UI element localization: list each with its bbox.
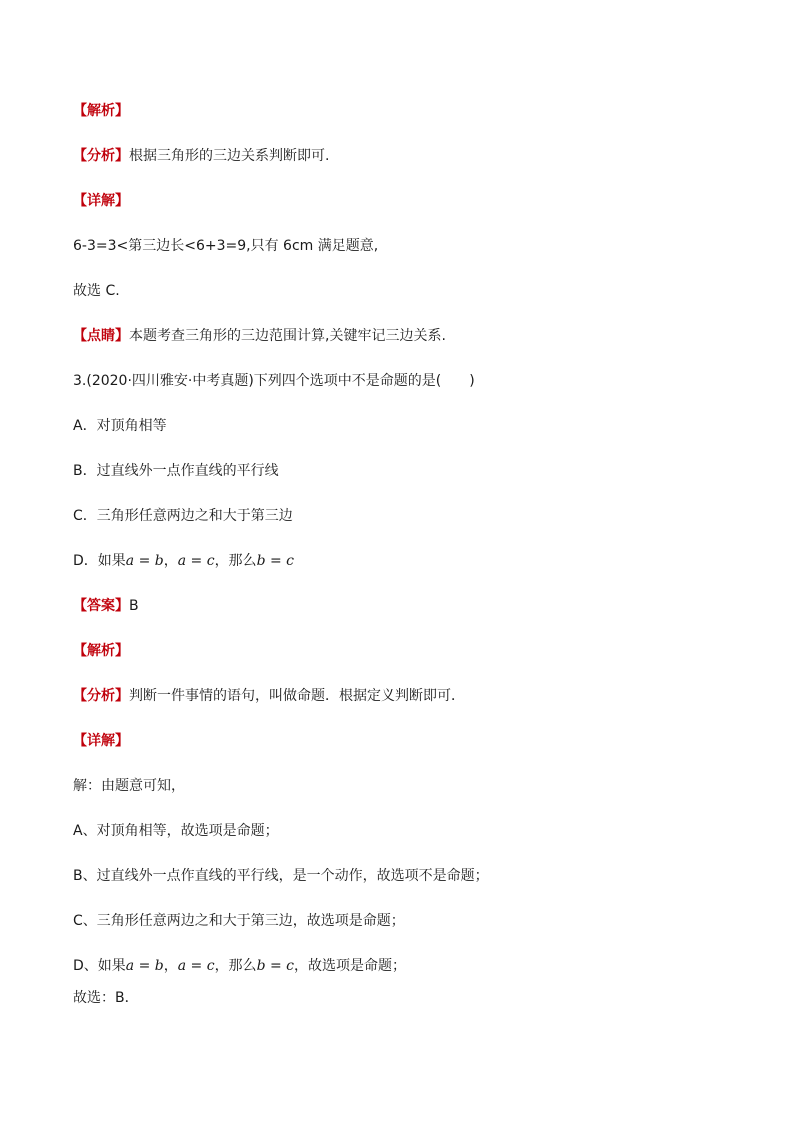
solution-d-math-3: b = c [256, 958, 294, 974]
remark-tag: 【点睛】 [73, 328, 129, 344]
solution-d [73, 956, 406, 976]
choice-text: 故选 C. [73, 283, 120, 299]
solution-b [73, 866, 489, 886]
option-d-math-1: a = b [125, 553, 164, 569]
analysis-heading [73, 101, 129, 121]
option-b [73, 461, 279, 481]
fenxi-text-2: 判断一件事情的语句，叫做命题．根据定义判断即可． [129, 688, 465, 704]
option-c [73, 506, 293, 526]
detail-tag: 【详解】 [73, 193, 129, 209]
option-a [73, 416, 167, 436]
analysis-tag: 【解析】 [73, 103, 129, 119]
option-d-sep: ， [163, 553, 178, 569]
solution-c-text: C、三角形任意两边之和大于第三边，故选项是命题； [73, 913, 405, 929]
option-a-text: A．对顶角相等 [73, 418, 167, 434]
solution-d-mid: ，那么 [214, 958, 257, 974]
solution-d-suffix: ，故选项是命题； [294, 958, 406, 974]
answer-line [73, 596, 139, 616]
solution-d-prefix: D、如果 [73, 958, 126, 974]
option-d [73, 551, 294, 571]
option-c-text: C．三角形任意两边之和大于第三边 [73, 508, 293, 524]
option-d-prefix: D．如果 [73, 553, 126, 569]
option-b-text: B．过直线外一点作直线的平行线 [73, 463, 279, 479]
fenxi-tag-2: 【分析】 [73, 688, 129, 704]
solution-c [73, 911, 405, 931]
remark-text: 本题考查三角形的三边范围计算,关键牢记三边关系. [129, 328, 446, 344]
solution-intro [73, 776, 185, 796]
fenxi-tag: 【分析】 [73, 148, 129, 164]
solution-d-math-2: a = c [177, 958, 215, 974]
choice-line [73, 281, 120, 301]
analysis-paragraph-2 [73, 686, 465, 706]
conclusion-line [73, 988, 139, 1008]
analysis-heading-2 [73, 641, 129, 661]
solution-d-sep: ， [163, 958, 178, 974]
option-d-mid: ，那么 [214, 553, 257, 569]
detail-heading [73, 191, 129, 211]
solution-b-text: B、过直线外一点作直线的平行线，是一个动作，故选项不是命题； [73, 868, 489, 884]
option-d-math-3: b = c [256, 553, 294, 569]
solution-intro-text: 解：由题意可知， [73, 778, 185, 794]
analysis-paragraph [73, 146, 329, 166]
detail-heading-2 [73, 731, 129, 751]
detail-tag-2: 【详解】 [73, 733, 129, 749]
fenxi-text: 根据三角形的三边关系判断即可. [129, 148, 330, 164]
analysis-tag-2: 【解析】 [73, 643, 129, 659]
question-stem [73, 371, 475, 391]
answer-value: B [129, 598, 139, 614]
solution-a [73, 821, 279, 841]
solution-d-math-1: a = b [125, 958, 164, 974]
solution-a-text: A、对顶角相等，故选项是命题； [73, 823, 279, 839]
conclusion-text: 故选：B． [73, 990, 139, 1006]
calculation-line [73, 236, 378, 256]
calculation-text: 6-3=3<第三边长<6+3=9,只有 6cm 满足题意, [73, 238, 379, 254]
remark-paragraph [73, 326, 446, 346]
answer-tag: 【答案】 [73, 598, 129, 614]
option-d-math-2: a = c [177, 553, 215, 569]
question-stem-text: 3.(2020·四川雅安·中考真题)下列四个选项中不是命题的是( ) [73, 373, 475, 389]
